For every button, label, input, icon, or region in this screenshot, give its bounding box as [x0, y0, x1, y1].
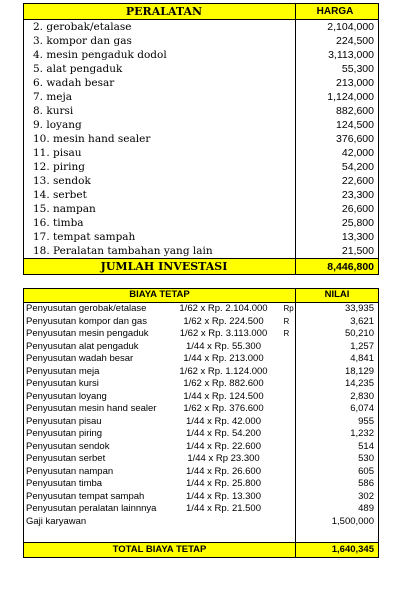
- fixed-cost-header-row: [24, 289, 379, 303]
- equipment-price: 124,500: [296, 118, 379, 132]
- fixed-cost-name: Penyusutan timba: [24, 478, 172, 491]
- equipment-item: 5. alat pengaduk: [24, 62, 296, 76]
- fixed-cost-header-value: NILAI: [296, 289, 379, 303]
- fixed-cost-row: [24, 378, 379, 391]
- fixed-cost-formula: 1/62 x Rp. 376.600: [183, 403, 264, 414]
- fixed-cost-formula: 1/62 x Rp. 3.113.000: [179, 328, 268, 339]
- fixed-cost-total-label: TOTAL BIAYA TETAP: [24, 543, 296, 558]
- equipment-row: [24, 216, 379, 230]
- equipment-header-item: PERALATAN: [24, 4, 296, 20]
- equipment-total-value: 8,446,800: [296, 259, 379, 275]
- fixed-cost-total-value: 1,640,345: [296, 543, 379, 558]
- fixed-cost-formula: 1/44 x Rp. 42.000: [186, 415, 261, 427]
- equipment-row: [24, 230, 379, 244]
- fixed-cost-name: Penyusutan piring: [24, 428, 172, 441]
- fixed-cost-name: Penyusutan meja: [24, 366, 172, 379]
- equipment-row: [24, 62, 379, 76]
- equipment-item: 3. kompor dan gas: [24, 34, 296, 48]
- equipment-price: 13,300: [296, 230, 379, 244]
- fixed-cost-formula: 1/44 x Rp 23.300: [187, 453, 260, 464]
- fixed-cost-name: Penyusutan pisau: [24, 416, 172, 429]
- equipment-price: 23,300: [296, 188, 379, 202]
- equipment-item: 17. tempat sampah: [24, 230, 296, 244]
- fixed-cost-formula: [172, 516, 284, 529]
- fixed-cost-row: [24, 466, 379, 479]
- fixed-cost-extra: [284, 416, 296, 429]
- fixed-cost-formula: 1/44 x Rp. 54.200: [186, 428, 261, 439]
- fixed-cost-value: 955: [296, 416, 379, 429]
- equipment-price: 376,600: [296, 132, 379, 146]
- fixed-cost-value: 6,074: [296, 403, 379, 416]
- fixed-cost-name: Penyusutan kursi: [24, 378, 172, 391]
- equipment-row: [24, 202, 379, 216]
- fixed-cost-formula: 1/44 x Rp. 55.300: [186, 340, 261, 352]
- equipment-item: 7. meja: [24, 90, 296, 104]
- fixed-cost-extra: [284, 491, 296, 504]
- fixed-cost-row: [24, 491, 379, 504]
- equipment-row: [24, 174, 379, 188]
- fixed-cost-formula: 1/44 x Rp. 22.600: [186, 440, 261, 452]
- fixed-cost-value: 530: [296, 453, 379, 466]
- equipment-row: [24, 76, 379, 90]
- equipment-price: 26,600: [296, 202, 379, 216]
- equipment-row: [24, 34, 379, 48]
- fixed-cost-extra: [284, 441, 296, 454]
- fixed-cost-row: [24, 516, 379, 529]
- fixed-cost-extra: R: [283, 316, 290, 326]
- equipment-item: 11. pisau: [24, 146, 296, 160]
- fixed-cost-extra: [284, 428, 296, 441]
- fixed-cost-name: Penyusutan gerobak/etalase: [24, 303, 172, 316]
- equipment-price: 25,800: [296, 216, 379, 230]
- fixed-cost-extra: [284, 516, 296, 529]
- fixed-cost-table: [23, 288, 379, 558]
- equipment-price: 21,500: [296, 244, 379, 259]
- fixed-cost-formula: 1/62 x Rp. 1.124.000: [179, 365, 268, 377]
- fixed-cost-extra: [284, 366, 296, 379]
- equipment-item: 15. nampan: [24, 202, 296, 216]
- fixed-cost-formula: 1/62 x Rp. 2.104.000: [179, 303, 268, 314]
- fixed-cost-value: 50,210: [296, 328, 379, 341]
- fixed-cost-formula: 1/44 x Rp. 124.500: [183, 390, 264, 402]
- fixed-cost-row: [24, 391, 379, 404]
- equipment-item: 14. serbet: [24, 188, 296, 202]
- fixed-cost-extra: [284, 378, 296, 391]
- fixed-cost-formula: 1/62 x Rp. 882.600: [183, 378, 264, 389]
- equipment-price: 3,113,000: [296, 48, 379, 62]
- fixed-cost-extra: Rp: [283, 304, 294, 313]
- equipment-row: [24, 146, 379, 160]
- equipment-total-label: JUMLAH INVESTASI: [24, 259, 296, 275]
- fixed-cost-row: [24, 366, 379, 379]
- equipment-row: [24, 90, 379, 104]
- fixed-cost-value: 605: [296, 466, 379, 479]
- equipment-item: 9. loyang: [24, 118, 296, 132]
- fixed-cost-extra: [284, 503, 296, 516]
- fixed-cost-extra: [284, 453, 296, 466]
- fixed-cost-row: [24, 416, 379, 429]
- fixed-cost-value: 1,257: [296, 341, 379, 354]
- equipment-row: [24, 160, 379, 174]
- fixed-cost-value: 302: [296, 491, 379, 504]
- equipment-item: 4. mesin pengaduk dodol: [24, 48, 296, 62]
- fixed-cost-name: Penyusutan mesin pengaduk: [24, 328, 172, 341]
- equipment-price: 213,000: [296, 76, 379, 90]
- equipment-item: 10. mesin hand sealer: [24, 132, 296, 146]
- fixed-cost-name: Penyusutan kompor dan gas: [24, 316, 172, 329]
- equipment-row: [24, 132, 379, 146]
- spacer-cell: [24, 528, 296, 543]
- fixed-cost-row: [24, 341, 379, 354]
- fixed-cost-extra: [284, 341, 296, 354]
- fixed-cost-name: Penyusutan mesin hand sealer: [24, 403, 172, 416]
- fixed-cost-formula: 1/44 x Rp. 26.600: [186, 465, 261, 477]
- fixed-cost-value: 14,235: [296, 378, 379, 391]
- fixed-cost-value: 514: [296, 441, 379, 454]
- spacer-cell: [296, 528, 379, 543]
- equipment-header-row: [24, 4, 379, 20]
- fixed-cost-row: [24, 316, 379, 329]
- fixed-cost-formula: 1/62 x Rp. 224.500: [183, 315, 264, 327]
- fixed-cost-value: 4,841: [296, 353, 379, 366]
- equipment-price: 42,000: [296, 146, 379, 160]
- fixed-cost-row: [24, 453, 379, 466]
- fixed-cost-row: [24, 303, 379, 316]
- equipment-table: [23, 3, 379, 275]
- equipment-item: 2. gerobak/etalase: [24, 20, 296, 35]
- equipment-item: 6. wadah besar: [24, 76, 296, 90]
- fixed-cost-row: [24, 478, 379, 491]
- fixed-cost-row: [24, 441, 379, 454]
- fixed-cost-value: 1,500,000: [296, 516, 379, 529]
- fixed-cost-name: Penyusutan tempat sampah: [24, 491, 172, 504]
- fixed-cost-total-row: [24, 543, 379, 558]
- fixed-cost-name: Penyusutan alat pengaduk: [24, 341, 172, 354]
- equipment-price: 55,300: [296, 62, 379, 76]
- fixed-cost-formula: 1/44 x Rp. 21.500: [186, 503, 261, 514]
- equipment-total-row: [24, 259, 379, 275]
- equipment-row: [24, 188, 379, 202]
- equipment-price: 1,124,000: [296, 90, 379, 104]
- fixed-cost-row: [24, 403, 379, 416]
- equipment-price: 224,500: [296, 34, 379, 48]
- fixed-cost-row: [24, 353, 379, 366]
- fixed-cost-name: Penyusutan nampan: [24, 466, 172, 479]
- fixed-cost-value: 33,935: [296, 303, 379, 316]
- fixed-cost-value: 1,232: [296, 428, 379, 441]
- fixed-cost-name: Gaji karyawan: [24, 516, 172, 529]
- equipment-item: 13. sendok: [24, 174, 296, 188]
- fixed-cost-extra: [284, 466, 296, 479]
- equipment-row: [24, 20, 379, 35]
- equipment-item: 18. Peralatan tambahan yang lain: [24, 244, 296, 259]
- fixed-cost-value: 18,129: [296, 366, 379, 379]
- fixed-cost-formula: 1/44 x Rp. 213.000: [183, 353, 264, 364]
- equipment-row: [24, 244, 379, 259]
- fixed-cost-row: [24, 328, 379, 341]
- fixed-cost-row: [24, 503, 379, 516]
- fixed-cost-value: 2,830: [296, 391, 379, 404]
- equipment-price: 2,104,000: [296, 20, 379, 35]
- equipment-row: [24, 48, 379, 62]
- equipment-header-price: HARGA: [296, 4, 379, 20]
- fixed-cost-value: 586: [296, 478, 379, 491]
- fixed-cost-header-item: BIAYA TETAP: [24, 289, 296, 303]
- fixed-cost-name: Penyusutan sendok: [24, 441, 172, 454]
- equipment-row: [24, 104, 379, 118]
- fixed-cost-formula: 1/44 x Rp. 13.300: [186, 490, 261, 502]
- equipment-price: 22,600: [296, 174, 379, 188]
- fixed-cost-row: [24, 428, 379, 441]
- fixed-cost-name: Penyusutan loyang: [24, 391, 172, 404]
- fixed-cost-name: Penyusutan peralatan lainnnya: [24, 503, 172, 516]
- fixed-cost-formula: 1/44 x Rp. 25.800: [186, 478, 261, 489]
- equipment-item: 16. timba: [24, 216, 296, 230]
- equipment-item: 8. kursi: [24, 104, 296, 118]
- fixed-cost-value: 489: [296, 503, 379, 516]
- equipment-price: 882,600: [296, 104, 379, 118]
- fixed-cost-spacer-row: [24, 528, 379, 543]
- fixed-cost-extra: [284, 391, 296, 404]
- fixed-cost-name: Penyusutan serbet: [24, 453, 172, 466]
- equipment-price: 54,200: [296, 160, 379, 174]
- equipment-row: [24, 118, 379, 132]
- fixed-cost-name: Penyusutan wadah besar: [24, 353, 172, 366]
- fixed-cost-extra: [284, 478, 296, 491]
- fixed-cost-extra: [284, 353, 296, 366]
- fixed-cost-extra: R: [283, 329, 290, 338]
- fixed-cost-extra: [284, 403, 296, 416]
- equipment-item: 12. piring: [24, 160, 296, 174]
- fixed-cost-value: 3,621: [296, 316, 379, 329]
